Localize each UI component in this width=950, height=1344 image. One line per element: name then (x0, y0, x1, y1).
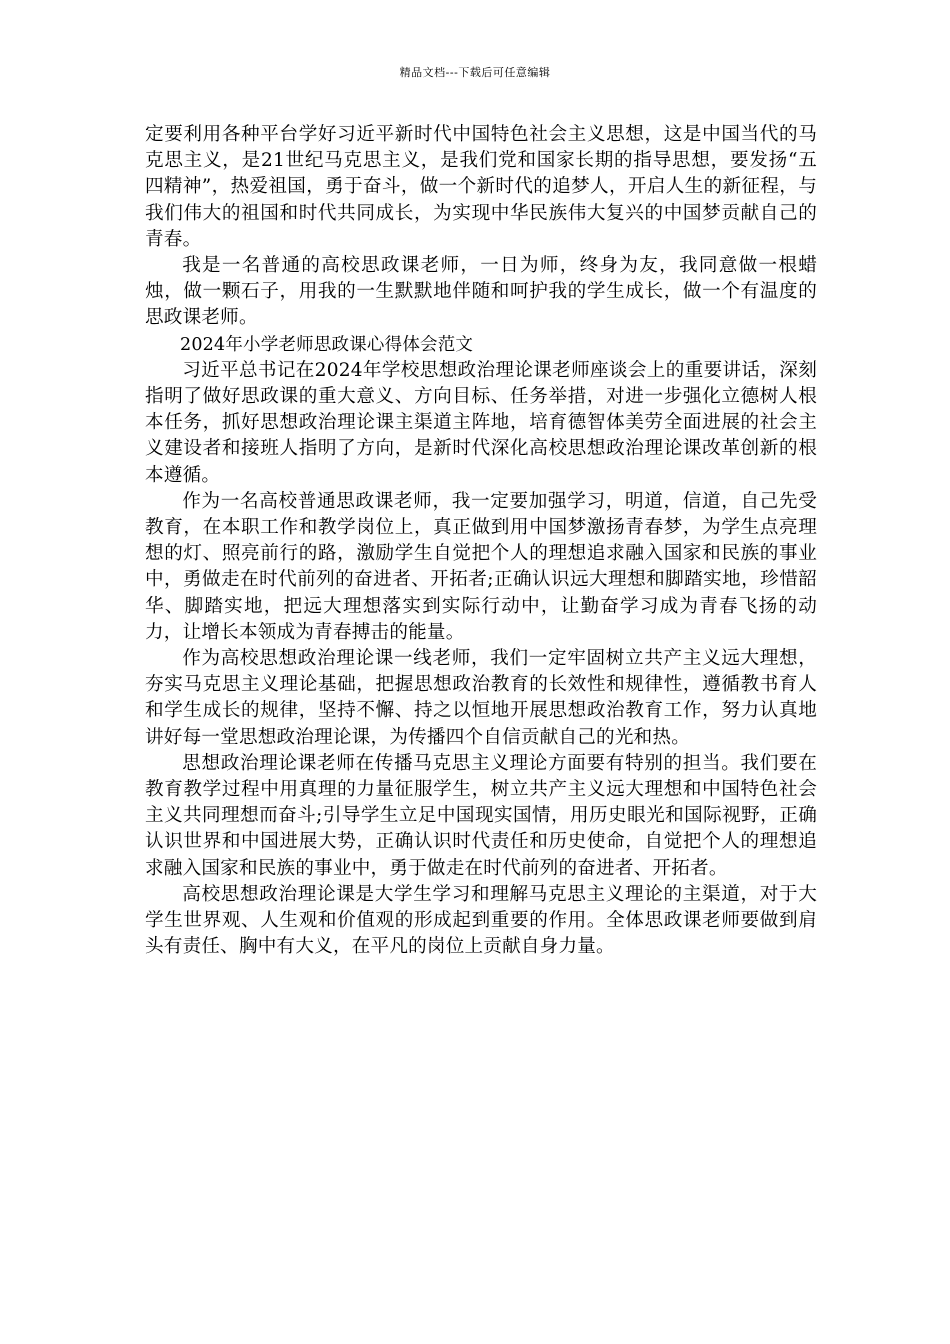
paragraph: 习近平总书记在2024年学校思想政治理论课老师座谈会上的重要讲话，深刻指明了做好思政课的重大意义、方向目标、任务举措，对进一步强化立德树人根本任务，抓好思想政治理论课主渠道主阵地，培育德智体美劳全面进展的社会主义建设者和接班人指明了方向，是新时代深化高校思想政治理论课改革创新的根本遵循。 (145, 359, 817, 486)
paragraph: 作为高校思想政治理论课一线老师，我们一定牢固树立共产主义远大理想，夯实马克思主义理论基础，把握思想政治教育的长效性和规律性，遵循教书育人和学生成长的规律，坚持不懈、持之以恒地开展思想政治教育工作，努力认真地讲好每一堂思想政治理论课，为传播四个自信贡献自己的光和热。 (145, 648, 817, 748)
paragraph: 思想政治理论课老师在传播马克思主义理论方面要有特别的担当。我们要在教育教学过程中用真理的力量征服学生，树立共产主义远大理想和中国特色社会主义共同理想而奋斗;引导学生立足中国现实国情，用历史眼光和国际视野，正确认识世界和中国进展大势，正确认识时代责任和历史使命，自觉把个人的理想追求融入国家和民族的事业中，勇于做走在时代前列的奋进者、开拓者。 (145, 752, 817, 879)
page-header: 精品文档---下载后可任意编辑 (399, 66, 551, 79)
section-title: 2024年小学老师思政课心得体会范文 (180, 334, 474, 355)
paragraph: 高校思想政治理论课是大学生学习和理解马克思主义理论的主渠道，对于大学生世界观、人生观和价值观的形成起到重要的作用。全体思政课老师要做到肩头有责任、胸中有大义，在平凡的岗位上贡献自身力量。 (145, 883, 817, 958)
paragraph: 作为一名高校普通思政课老师，我一定要加强学习，明道，信道，自己先受教育，在本职工作和教学岗位上，真正做到用中国梦激扬青春梦，为学生点亮理想的灯、照亮前行的路，激励学生自觉把个人的理想追求融入国家和民族的事业中，勇做走在时代前列的奋进者、开拓者;正确认识远大理想和脚踏实地，珍惜韶华、脚踏实地，把远大理想落实到实际行动中，让勤奋学习成为青春飞扬的动力，让增长本领成为青春搏击的能量。 (145, 490, 817, 643)
paragraph-continuation: 定要利用各种平台学好习近平新时代中国特色社会主义思想，这是中国当代的马克思主义，是21世纪马克思主义，是我们党和国家长期的指导思想，要发扬“五四精神”，热爱祖国，勇于奋斗，做一个新时代的追梦人，开启人生的新征程，与我们伟大的祖国和时代共同成长，为实现中华民族伟大复兴的中国梦贡献自己的青春。 (145, 124, 817, 250)
document-body (145, 122, 817, 961)
paragraph: 我是一名普通的高校思政课老师，一日为师，终身为友，我同意做一根蜡烛，做一颗石子，用我的一生默默地伴随和呵护我的学生成长，做一个有温度的思政课老师。 (145, 255, 817, 329)
